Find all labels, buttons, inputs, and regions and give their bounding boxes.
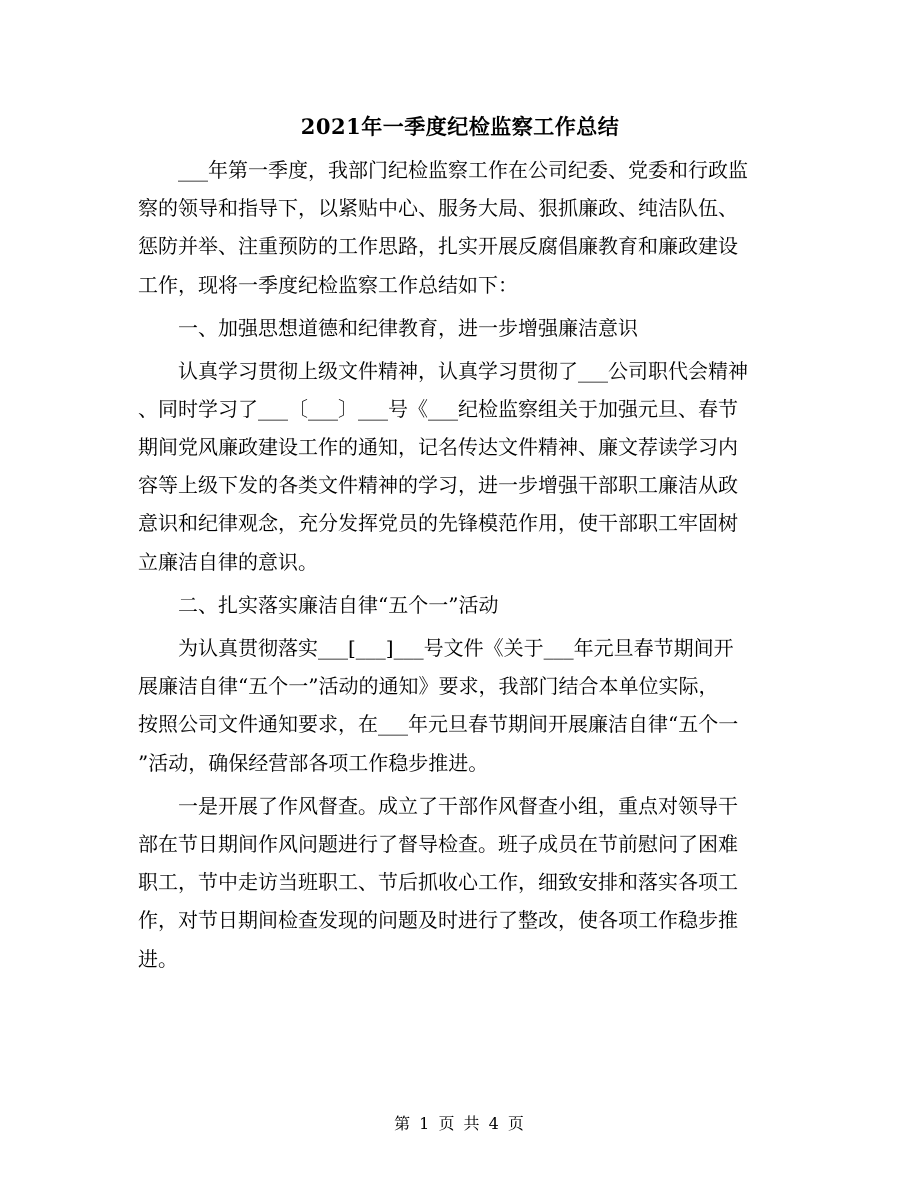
body-line: 容等上级下发的各类文件精神的学习，进一步增强干部职工廉洁从政 — [138, 473, 738, 497]
body-line: 作，对节日期间检查发现的问题及时进行了整改，使各项工作稳步推 — [138, 908, 738, 932]
document-title: 2021年一季度纪检监察工作总结 — [300, 114, 620, 139]
body-line: 认真学习贯彻上级文件精神，认真学习贯彻了___公司职代会精神 — [138, 359, 748, 383]
section-heading-2: 二、扎实落实廉洁自律“五个一”活动 — [138, 593, 499, 617]
body-line: 意识和纪律观念，充分发挥党员的先锋模范作用，使干部职工牢固树 — [138, 511, 738, 535]
body-line: 职工，节中走访当班职工、节后抓收心工作，细致安排和落实各项工 — [138, 870, 738, 894]
body-line: 期间党风廉政建设工作的通知，记名传达文件精神、廉文荐读学习内 — [138, 435, 738, 459]
body-line: 一是开展了作风督查。成立了干部作风督查小组，重点对领导干 — [138, 794, 738, 818]
body-line: ”活动，确保经营部各项工作稳步推进。 — [138, 751, 489, 775]
body-line: 工作，现将一季度纪检监察工作总结如下： — [138, 273, 518, 297]
page-number-footer: 第 1 页 共 4 页 — [394, 1114, 526, 1133]
body-line: 进。 — [138, 947, 178, 971]
body-line: 部在节日期间作风问题进行了督导检查。班子成员在节前慰问了困难 — [138, 832, 738, 856]
section-heading-1: 一、加强思想道德和纪律教育，进一步增强廉洁意识 — [138, 316, 638, 340]
body-line: 为认真贯彻落实___[___]___号文件《关于___年元旦春节期间开 — [138, 636, 734, 660]
body-line: ___年第一季度，我部门纪检监察工作在公司纪委、党委和行政监 — [138, 158, 748, 182]
body-line: 惩防并举、注重预防的工作思路，扎实开展反腐倡廉教育和廉政建设 — [138, 234, 738, 258]
body-line: 察的领导和指导下，以紧贴中心、服务大局、狠抓廉政、纯洁队伍、 — [138, 196, 738, 220]
body-line: 立廉洁自律的意识。 — [138, 550, 318, 574]
body-line: 按照公司文件通知要求，在___年元旦春节期间开展廉洁自律“五个一 — [138, 712, 739, 736]
body-line: 展廉洁自律“五个一”活动的通知》要求，我部门结合本单位实际， — [138, 674, 719, 698]
body-line: 、同时学习了___〔___〕___号《___纪检监察组关于加强元旦、春节 — [138, 397, 738, 421]
